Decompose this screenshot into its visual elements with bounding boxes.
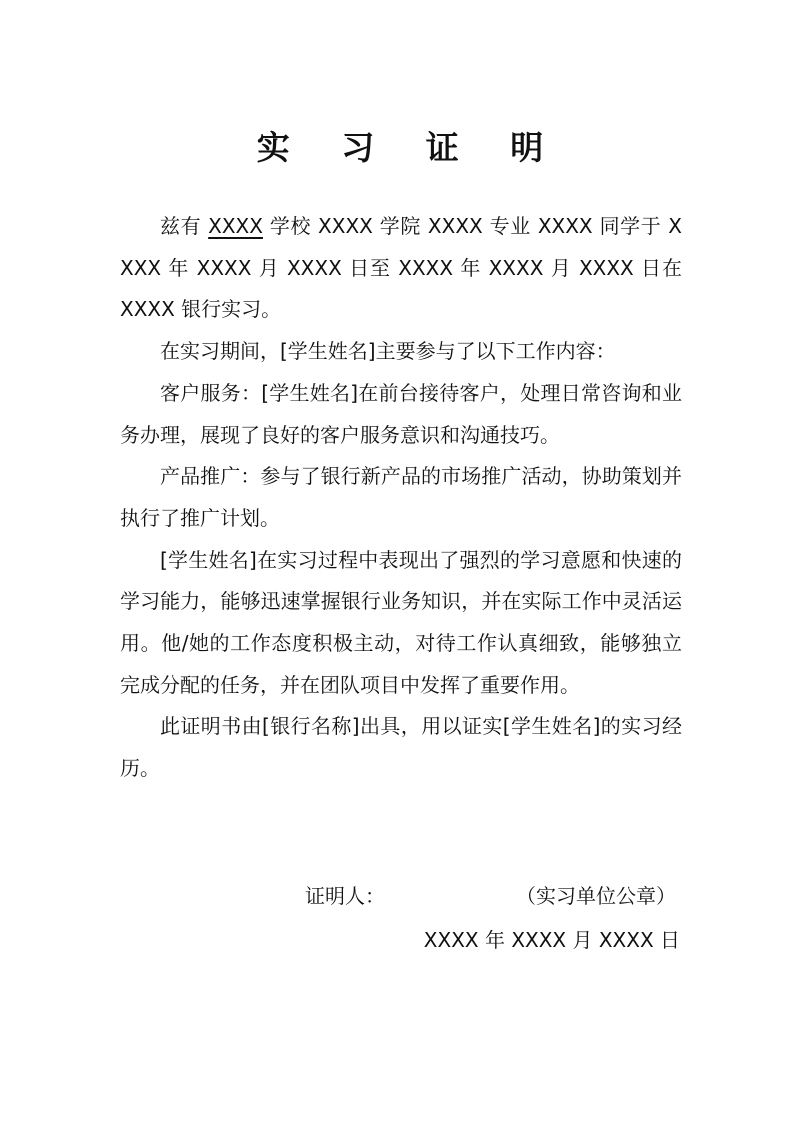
school-placeholder: XXXX	[208, 214, 263, 238]
signer-label: 证明人：	[305, 884, 385, 908]
customer-service-paragraph: 客户服务：[学生姓名]在前台接待客户，处理日常咨询和业务办理，展现了良好的客户服务意识和沟通技巧。	[120, 380, 682, 447]
product-promotion-paragraph: 产品推广：参与了银行新产品的市场推广活动，协助策划并执行了推广计划。	[120, 464, 682, 530]
signature-date: XXXX 年 XXXX 月 XXXX 日	[423, 928, 680, 952]
intro-prefix: 兹有	[160, 214, 209, 238]
work-intro-paragraph: 在实习期间，[学生姓名]主要参与了以下工作内容：	[160, 339, 616, 364]
document-body	[120, 206, 682, 790]
stamp-label: （实习单位公章）	[516, 884, 676, 908]
intro-rest: 学校 XXXX 学院 XXXX 专业 XXXX 同学于 XXXX 年 XXXX 月 XXXX 日至 XXXX 年 XXXX 月 XXXX 日在 XXXX 银行实习。	[120, 214, 682, 322]
intro-paragraph	[120, 206, 682, 331]
closing-paragraph: 此证明书由[银行名称]出具，用以证实[学生姓名]的实习经历。	[120, 714, 682, 781]
document-title: 实 习 证 明	[256, 128, 564, 167]
evaluation-paragraph: [学生姓名]在实习过程中表现出了强烈的学习意愿和快速的学习能力，能够迅速掌握银行业务知识，并在实际工作中灵活运用。他/她的工作态度积极主动，对待工作认真细致，能够独立完成分配的任务，并在团队项目中发挥了重要作用。	[120, 547, 682, 697]
